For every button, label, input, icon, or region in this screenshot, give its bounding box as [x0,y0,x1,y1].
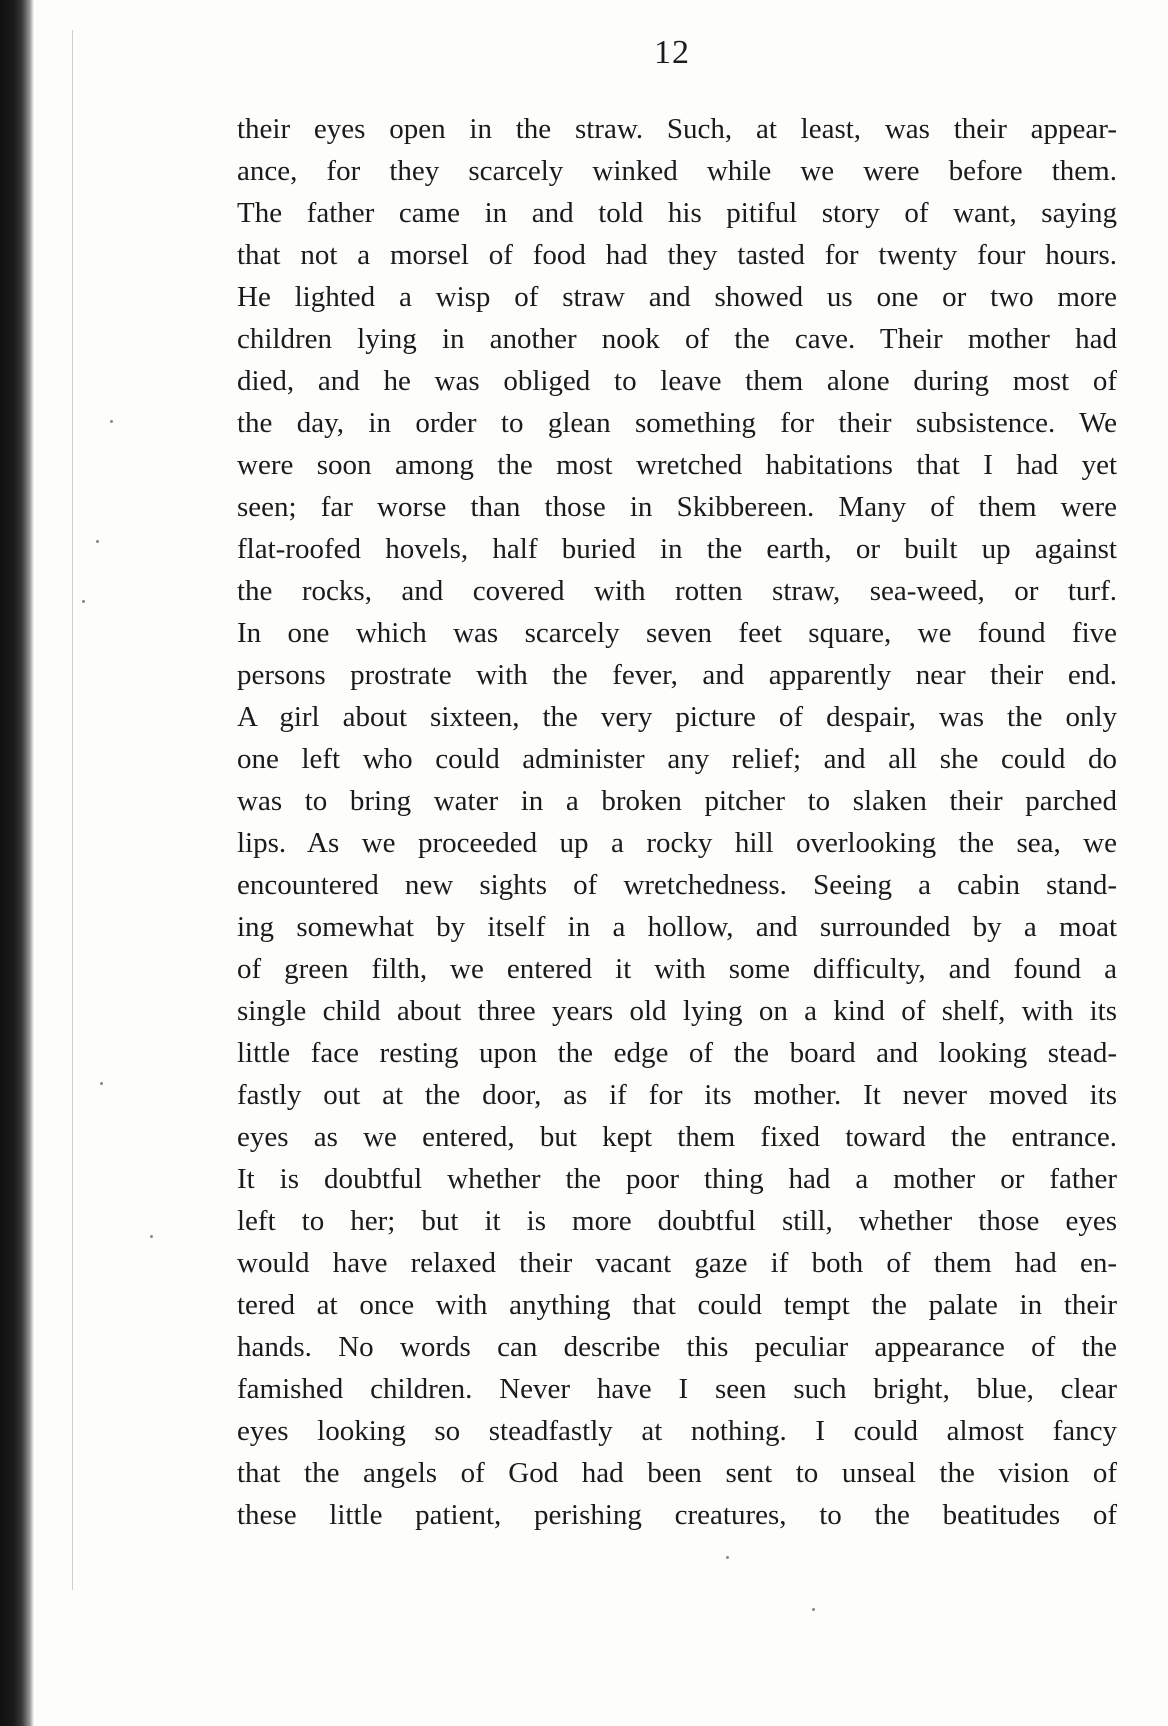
text-line: eyes looking so steadfastly at nothing. I could almost fancy [237,1415,1117,1447]
text-line: the rocks, and covered with rotten straw, sea-weed, or turf. [237,575,1117,607]
text-line: seen; far worse than those in Skibbereen. Many of them were [237,491,1117,523]
text-line: lips. As we proceeded up a rocky hill overlooking the sea, we [237,827,1117,859]
text-line: ing somewhat by itself in a hollow, and surrounded by a moat [237,911,1117,943]
text-line: would have relaxed their vacant gaze if both of them had en- [237,1247,1117,1279]
body-text [237,108,1117,1536]
text-line: The father came in and told his pitiful story of want, saying [237,197,1117,229]
page-fold-line [72,30,73,1590]
text-line: A girl about sixteen, the very picture of despair, was the only [237,701,1117,733]
paper-speck [96,540,99,543]
text-line: their eyes open in the straw. Such, at least, was their appear- [237,113,1117,145]
text-line: of green filth, we entered it with some difficulty, and found a [237,953,1117,985]
paper-speck [150,1235,153,1238]
text-line: In one which was scarcely seven feet square, we found five [237,617,1117,649]
text-line: tered at once with anything that could tempt the palate in their [237,1289,1117,1321]
text-line: fastly out at the door, as if for its mother. It never moved its [237,1079,1117,1111]
text-line: were soon among the most wretched habitations that I had yet [237,449,1117,481]
text-line: children lying in another nook of the cave. Their mother had [237,323,1117,355]
text-line: famished children. Never have I seen such bright, blue, clear [237,1373,1117,1405]
text-line: was to bring water in a broken pitcher to slaken their parched [237,785,1117,817]
text-line: He lighted a wisp of straw and showed us one or two more [237,281,1117,313]
text-line: these little patient, perishing creatures, to the beatitudes of [237,1499,1117,1531]
text-line: It is doubtful whether the poor thing had a mother or father [237,1163,1117,1195]
paper-speck [726,1556,729,1559]
text-line: encountered new sights of wretchedness. Seeing a cabin stand- [237,869,1117,901]
paper-speck [100,1082,103,1085]
text-line: hands. No words can describe this peculiar appearance of the [237,1331,1117,1363]
text-line: little face resting upon the edge of the board and looking stead- [237,1037,1117,1069]
text-line: died, and he was obliged to leave them alone during most of [237,365,1117,397]
page-spine-shadow [0,0,34,1726]
text-line: persons prostrate with the fever, and apparently near their end. [237,659,1117,691]
text-line: one left who could administer any relief; and all she could do [237,743,1117,775]
text-line: left to her; but it is more doubtful still, whether those eyes [237,1205,1117,1237]
text-line: that not a morsel of food had they tasted for twenty four hours. [237,239,1117,271]
text-line: eyes as we entered, but kept them fixed toward the entrance. [237,1121,1117,1153]
paper-speck [110,420,113,423]
text-line: that the angels of God had been sent to unseal the vision of [237,1457,1117,1489]
text-line: the day, in order to glean something for their subsistence. We [237,407,1117,439]
text-line: single child about three years old lying on a kind of shelf, with its [237,995,1117,1027]
text-line: ance, for they scarcely winked while we were before them. [237,155,1117,187]
page-number: 12 [654,34,690,71]
paper-speck [812,1608,815,1611]
paper-speck [82,600,85,603]
text-line: flat-roofed hovels, half buried in the earth, or built up against [237,533,1117,565]
